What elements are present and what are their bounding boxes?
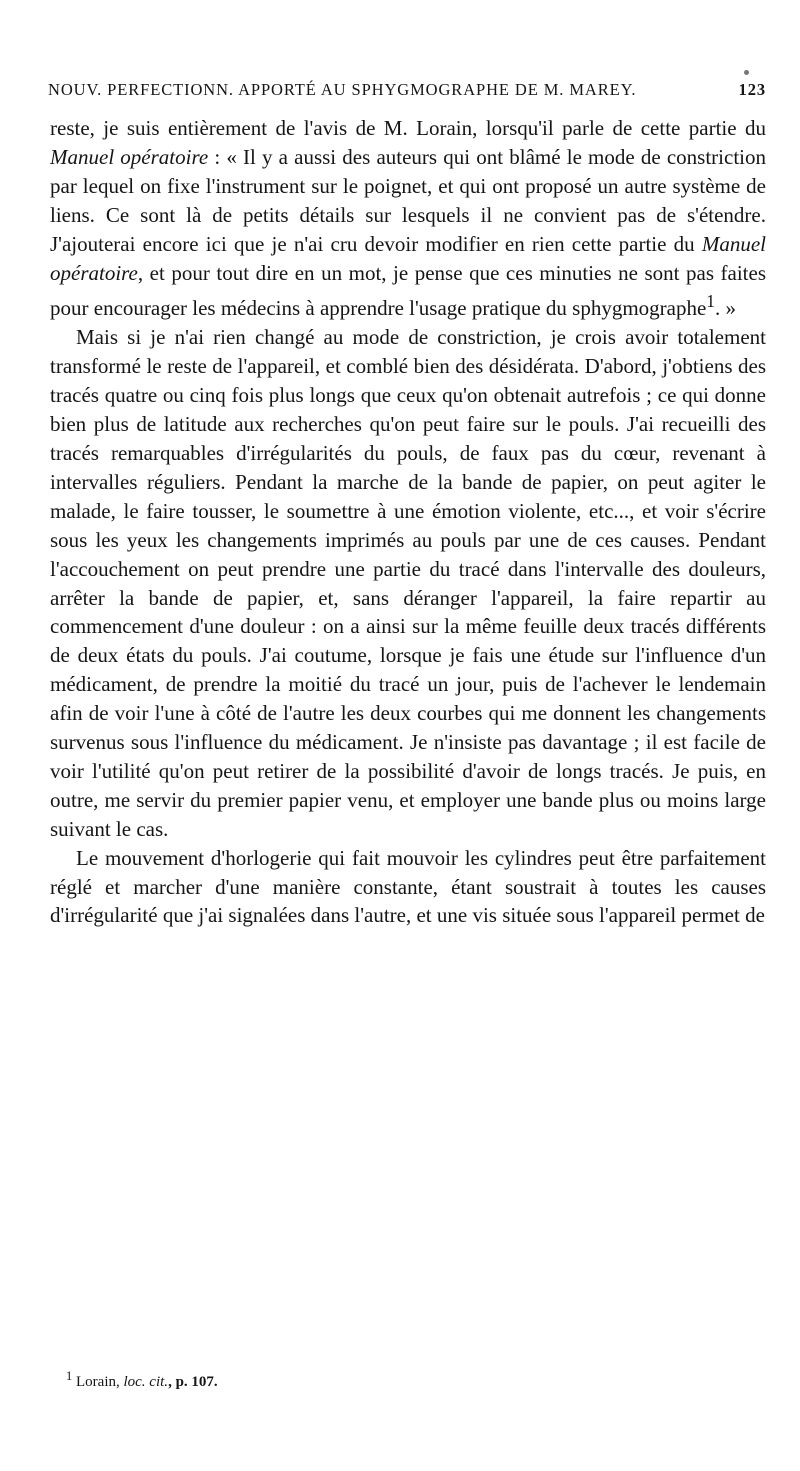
paragraph-1 <box>50 114 766 323</box>
paragraph-1-text-d: . » <box>715 296 737 321</box>
paragraph-1-text-c: , et pour tout dire en un mot, je pense que ces minuties ne sont pas faites pour encourager les médecins à apprendre l'usage pratique du sphygmographe <box>50 260 766 321</box>
paragraph-2: Mais si je n'ai rien changé au mode de constriction, je crois avoir totalement transformé le reste de l'appareil, et comblé bien des désidérata. D'abord, j'obtiens des tracés quatre ou cinq fois plus longs que ceux qu'on obtenait autrefois ; ce qui donne bien plus de latitude aux recherches qu'on peut faire sur le pouls. J'ai recueilli des tracés remarquables d'irrégularités du pouls, de faux pas du cœur, revenant à intervalles réguliers. Pendant la marche de la bande de papier, on peut agiter le malade, le faire tousser, le soumettre à une émotion violente, etc..., et voir s'écrire sous les yeux les changements imprimés au pouls par une de ces causes. Pendant l'accouchement on peut prendre une partie du tracé dans l'intervalle des douleurs, arrêter la bande de papier, et, sans déranger l'appareil, la faire repartir au commencement d'une douleur : on a ainsi sur la même feuille deux tracés différents de deux états du pouls. J'ai coutume, lorsque je fais une étude sur l'influence d'un médicament, de prendre la moitié du tracé un jour, puis de l'achever le lendemain afin de voir l'une à côté de l'autre les deux courbes qui me donnent les changements survenus sous l'influence du médicament. Je n'insiste pas davantage ; il est facile de voir l'utilité qu'on peut retirer de la possibilité d'avoir de longs tracés. Je puis, en outre, me servir du premier papier venu, et employer une bande plus ou moins large suivant le cas. <box>50 325 766 841</box>
running-title: NOUV. PERFECTIONN. APPORTÉ AU SPHYGMOGRAPHE DE M. MAREY. <box>48 80 637 99</box>
paragraph-1-text-a: reste, je suis entièrement de l'avis de M. Lorain, lorsqu'il parle de cette partie du <box>50 116 766 140</box>
main-text <box>50 114 766 930</box>
italic-title: Manuel opératoire <box>50 231 766 285</box>
running-header <box>48 80 766 104</box>
footnote-author: Lorain, <box>76 1374 120 1390</box>
paragraph-3: Le mouvement d'horlogerie qui fait mouvoir les cylindres peut être parfaitement réglé et marcher d'une manière constante, étant soustrait à toutes les causes d'irrégularité que j'ai signalées dans l'autre, et une vis située sous l'appareil permet de <box>50 845 766 928</box>
italic-title: Manuel opératoire <box>50 144 209 169</box>
footnote <box>66 1366 218 1392</box>
ink-speck <box>744 70 749 75</box>
footnote-ref: loc. cit. <box>123 1374 169 1390</box>
paragraph-1-text-b: : « Il y a aussi des auteurs qui ont blâmé le mode de constriction par lequel on fixe l'instrument sur le poignet, et qui ont proposé un autre système de liens. Ce sont là de petits détails sur lesquels il ne convient pas de s'étendre. J'ajouterai encore ici que je n'ai cru devoir modifier en rien cette partie du <box>50 144 766 256</box>
footnote-reference: 1 <box>706 291 716 312</box>
page-number: 123 <box>738 80 766 99</box>
footnote-marker: 1 <box>66 1369 73 1383</box>
footnote-page: , p. 107. <box>168 1374 218 1390</box>
